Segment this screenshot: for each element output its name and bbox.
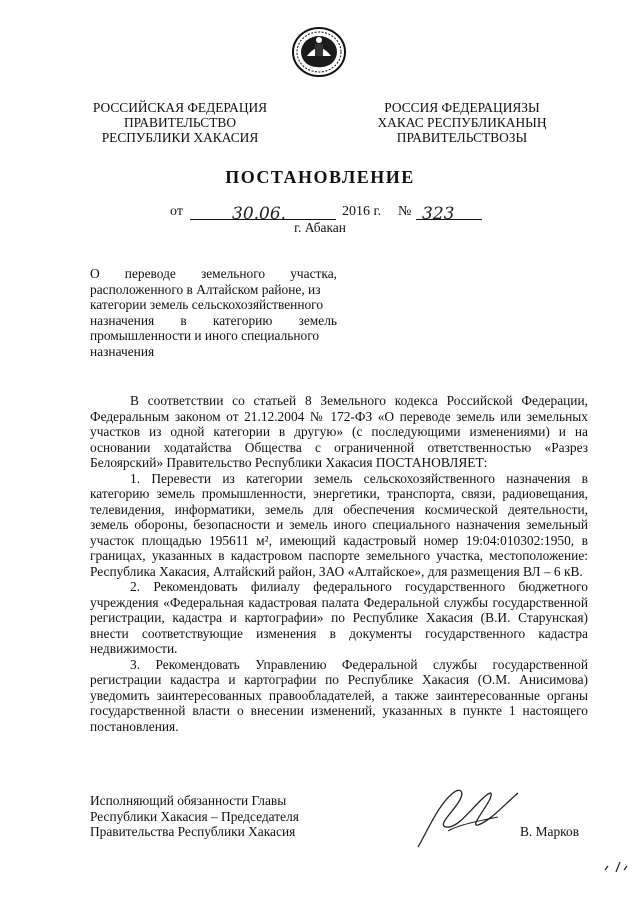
year: 2016 г. xyxy=(342,204,382,219)
handwritten-signature xyxy=(408,775,528,855)
subject-block xyxy=(90,266,337,359)
subject-line: категории земель сельскохозяйственного xyxy=(90,297,324,312)
header-left xyxy=(70,100,290,145)
signatory-line: Исполняющий обязанности Главы xyxy=(90,793,287,808)
date-prefix: от xyxy=(170,204,183,219)
city: г. Абакан xyxy=(294,220,346,235)
body-paragraph: 2. Рекомендовать филиалу федерального государственного бюджетного учреждения «Федеральная кадастровая палата Федеральной службы государственной регистрации, кадастра и картографии» по Республике Хакасия (В.И. Старунская) внести соответствующие изменения в документы государственного кадастра недвижимости. xyxy=(90,579,588,656)
date-underline xyxy=(190,201,336,224)
document-body xyxy=(90,393,588,734)
header-right-line: РОССИЯ ФЕДЕРАЦИЯЗЫ xyxy=(384,100,540,115)
subject-line: расположенного в Алтайском районе, из xyxy=(90,281,321,297)
subject-line: О переводе земельного участка, xyxy=(90,266,337,281)
body-paragraph: В соответствии со статьей 8 Земельного кодекса Российской Федерации, Федеральным законом от 21.12.2004 № 172-ФЗ «О переводе земель или земельных участков из одной категории в другую» (с последующими изменениями) и на основании ходатайства Общества с ограниченной ответственностью «Разрез Белоярский» Правительство Республики Хакасия ПОСТАНОВЛЯЕТ: xyxy=(90,393,588,470)
document-title: ПОСТАНОВЛЕНИЕ xyxy=(225,167,415,187)
subject-line: промышленности и иного специального xyxy=(90,328,320,343)
subject-line: назначения xyxy=(90,343,155,359)
date-handwritten: 30.06. xyxy=(232,204,287,224)
header-left-line: РЕСПУБЛИКИ ХАКАСИЯ xyxy=(101,130,259,145)
body-paragraph: 3. Рекомендовать Управлению Федеральной службы государственной регистрации кадастра и картографии по Республике Хакасия (О.М. Анисимова) уведомить заинтересованных правообладателей, а также заинтересованные органы государственной власти о внесении изменений, указанных в пункте 1 настоящего постановления. xyxy=(90,656,588,734)
corner-mark xyxy=(602,856,632,876)
header-left-line: РОССИЙСКАЯ ФЕДЕРАЦИЯ xyxy=(92,100,268,115)
signatory-line: Республики Хакасия – Председателя xyxy=(90,808,299,824)
header-right xyxy=(352,100,572,145)
body-paragraph: 1. Перевести из категории земель сельскохозяйственного назначения в категорию земель промышленности, энергетики, транспорта, связи, радиовещания, телевидения, информатики, земель для обеспечения космической деятельности, земель обороны, безопасности и земель иного специального назначения земельный участок площадью 195611 м², имеющий кадастровый номер 19:04:010302:1950, в границах, указанных в кадастровом паспорте земельного участка, местоположение: Республика Хакасия, Алтайский район, ЗАО «Алтайское», для размещения ВЛ – 6 кВ. xyxy=(90,470,588,579)
header-right-line: ХАКАС РЕСПУБЛИКАНЫҢ xyxy=(377,115,547,130)
number-sign: № xyxy=(398,204,412,219)
coat-of-arms-emblem xyxy=(291,26,347,78)
signatory-name: В. Марков xyxy=(520,824,580,839)
signatory-title xyxy=(90,793,350,840)
number-underline xyxy=(416,201,482,224)
signatory-line: Правительства Республики Хакасия xyxy=(90,824,296,839)
header-left-line: ПРАВИТЕЛЬСТВО xyxy=(123,115,236,130)
subject-line: назначения в категорию земель xyxy=(90,312,337,328)
header-right-line: ПРАВИТЕЛЬСТВОЗЫ xyxy=(396,130,528,145)
number-handwritten: 323 xyxy=(422,204,455,224)
